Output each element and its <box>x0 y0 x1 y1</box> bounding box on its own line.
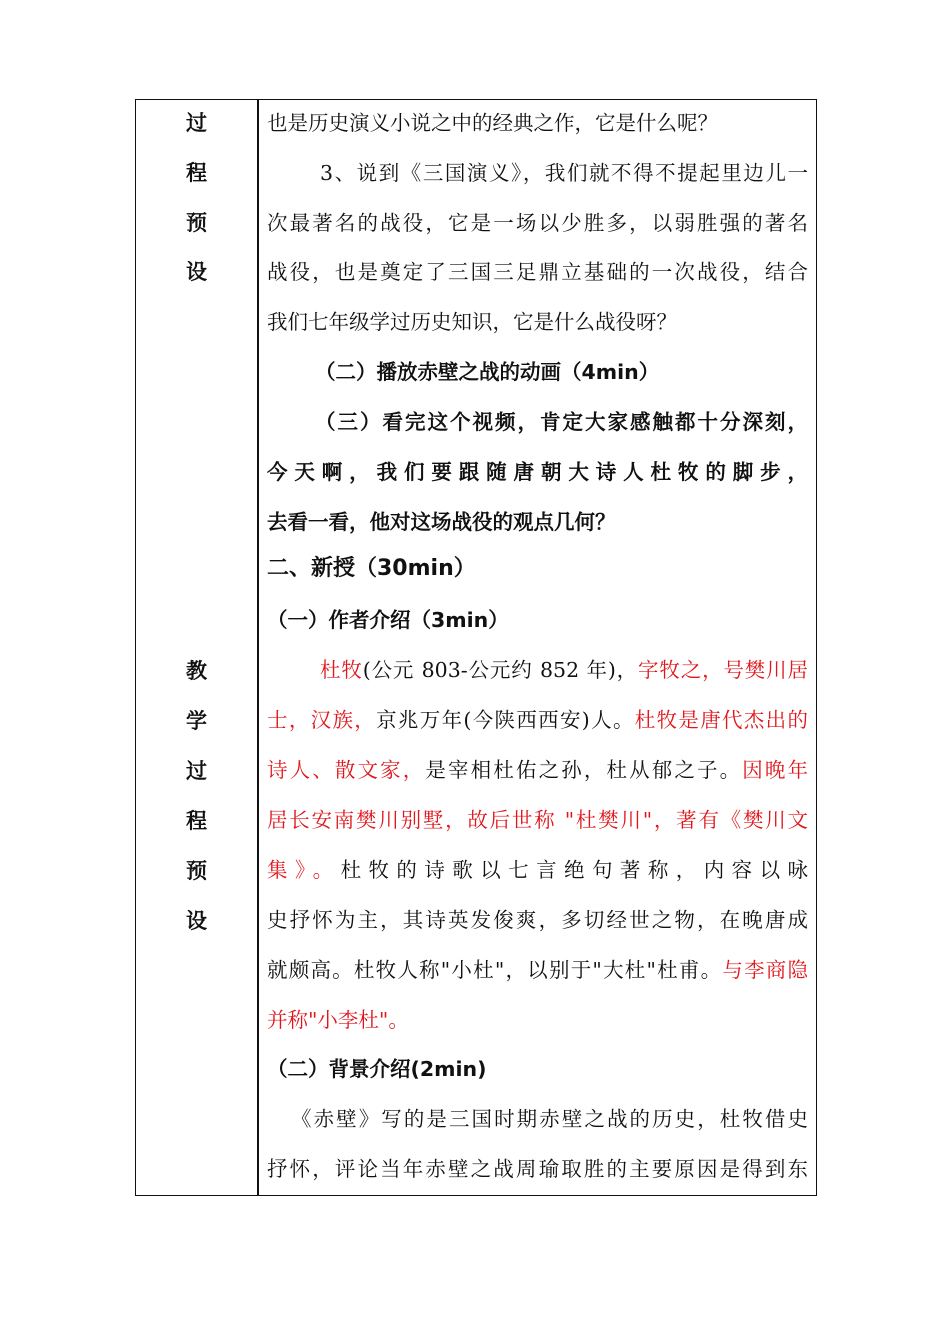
paragraph-line <box>267 958 808 982</box>
plain-text: 杜牧的诗歌以七言绝句著称，内容以咏 <box>340 858 809 882</box>
paragraph-line: 史抒怀为主，其诗英发俊爽，多切经世之物，在晚唐成 <box>267 908 808 932</box>
paragraph-line: 抒怀，评论当年赤壁之战周瑜取胜的主要原因是得到东 <box>267 1157 808 1181</box>
highlight-text: 诗人、散文家， <box>267 758 426 782</box>
section-label-column <box>136 100 257 1195</box>
paragraph-line <box>267 858 808 882</box>
column-divider <box>257 100 259 1195</box>
highlight-text: 杜牧是唐代杰出的 <box>634 708 809 732</box>
label-char: 教 <box>186 658 207 683</box>
label-char: 程 <box>186 160 207 185</box>
highlight-text: 杜牧 <box>320 658 363 682</box>
subheading: 今天啊，我们要跟随唐朝大诗人杜牧的脚步， <box>267 460 808 484</box>
paragraph-line: 也是历史演义小说之中的经典之作，它是什么呢？ <box>267 111 718 135</box>
paragraph-line: 战役，也是奠定了三国三足鼎立基础的一次战役，结合 <box>267 260 808 284</box>
plain-text: (公元 803-公元约 852 年)， <box>362 658 639 682</box>
paragraph-line: 并称"小李杜"。 <box>267 1008 409 1032</box>
label-char: 设 <box>186 908 207 933</box>
plain-text: 是宰相杜佑之孙，杜从郁之子。 <box>425 758 743 782</box>
paragraph-line: 我们七年级学过历史知识，它是什么战役呀？ <box>267 310 677 334</box>
plain-text: 京兆万年(今陕西西安)人。 <box>376 708 635 732</box>
label-char: 预 <box>186 210 207 235</box>
subheading: （二）播放赤壁之战的动画（4min） <box>315 360 660 384</box>
section-heading: 二、新授（30min） <box>267 556 476 581</box>
label-char: 预 <box>186 858 207 883</box>
highlight-text: 因晚年 <box>742 758 809 782</box>
paragraph-line <box>267 758 808 782</box>
paragraph-line: 居长安南樊川别墅，故后世称 "杜樊川"，著有《樊川文 <box>267 808 808 832</box>
label-char: 程 <box>186 808 207 833</box>
subheading: （二）背景介绍(2min) <box>267 1057 487 1081</box>
lesson-plan-table <box>135 99 817 1196</box>
content-column <box>267 100 808 1195</box>
highlight-text: 字牧之，号樊川居 <box>638 658 809 682</box>
paragraph-line <box>320 658 808 682</box>
plain-text: 就颇高。杜牧人称"小杜"，以别于"大杜"杜甫。 <box>267 958 723 982</box>
label-char: 学 <box>186 708 207 733</box>
subheading: 去看一看，他对这场战役的观点几何？ <box>267 510 616 534</box>
paragraph-line <box>267 708 808 732</box>
paragraph-line: 次最著名的战役，它是一场以少胜多，以弱胜强的著名 <box>267 211 808 235</box>
label-char: 设 <box>186 259 207 284</box>
label-char: 过 <box>186 110 207 135</box>
highlight-text: 集》。 <box>267 858 341 882</box>
highlight-text: 与李商隐 <box>722 958 809 982</box>
subheading: （三）看完这个视频，肯定大家感触都十分深刻， <box>315 410 808 434</box>
subheading: （一）作者介绍（3min） <box>267 608 509 632</box>
highlight-text: 士，汉族， <box>267 708 377 732</box>
paragraph-line: 3、说到《三国演义》，我们就不得不提起里边儿一 <box>320 161 808 185</box>
label-char: 过 <box>186 758 207 783</box>
paragraph-line: 《赤壁》写的是三国时期赤壁之战的历史，杜牧借史 <box>291 1107 808 1131</box>
